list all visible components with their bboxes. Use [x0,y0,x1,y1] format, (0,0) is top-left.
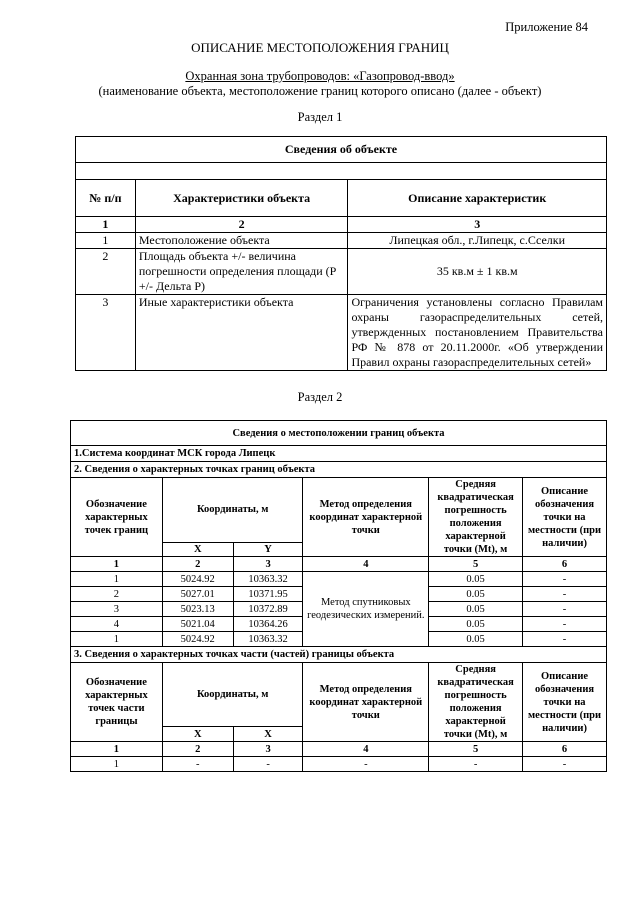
part-point-y: - [233,757,303,772]
table-row [76,233,607,249]
point-x: 5024.92 [162,572,233,587]
point-y: 10371.95 [233,587,303,602]
part-point-number: 1 [71,757,163,772]
part-point-error: - [429,757,523,772]
point-error: 0.05 [429,632,523,647]
col-header-number: № п/п [76,180,136,217]
col-number: 2 [162,557,233,572]
col-number: 1 [71,742,163,757]
col-header-characteristic: Характеристики объекта [135,180,348,217]
col-header-error: Средняя квадратическая погрешность положения характерной точки (Mt), м [429,663,523,742]
point-y: 10363.32 [233,632,303,647]
col-number: 3 [348,217,607,233]
point-x: 5023.13 [162,602,233,617]
section1-label: Раздел 1 [297,110,343,124]
point-error: 0.05 [429,617,523,632]
point-description: - [523,572,607,587]
point-x: 5027.01 [162,587,233,602]
point-number: 1 [71,632,163,647]
point-number: 3 [71,602,163,617]
row-description: Липецкая обл., г.Липецк, с.Сселки [348,233,607,249]
col-header-coords: Координаты, м [162,478,303,543]
table-row [76,295,607,371]
col-number: 5 [429,742,523,757]
col-header-x: X [233,727,303,742]
point-x: 5024.92 [162,632,233,647]
row-number: 3 [76,295,136,371]
col-header-method: Метод определения координат характерной точки [303,663,429,742]
part-point-description: - [523,757,607,772]
table-title: Сведения о местоположении границ объекта [71,421,607,446]
appendix-label: Приложение 84 [505,20,588,34]
coord-system: 1.Система координат МСК города Липецк [71,446,607,462]
point-y: 10364.26 [233,617,303,632]
point-error: 0.05 [429,572,523,587]
col-header-coords: Координаты, м [162,663,303,727]
point-number: 4 [71,617,163,632]
table-spacer [76,163,607,180]
col-number: 3 [233,742,303,757]
point-description: - [523,602,607,617]
point-x: 5021.04 [162,617,233,632]
row-characteristic: Иные характеристики объекта [135,295,348,371]
col-header-description: Описание характеристик [348,180,607,217]
point-description: - [523,587,607,602]
col-header-x: X [162,727,233,742]
point-method: Метод спутниковых геодезических измерений. [303,572,429,647]
col-number: 2 [135,217,348,233]
col-number: 4 [303,742,429,757]
col-header-x: X [162,542,233,556]
row-number: 2 [76,249,136,295]
row-description: 35 кв.м ± 1 кв.м [348,249,607,295]
col-header-method: Метод определения координат характерной точки [303,478,429,557]
col-number: 1 [71,557,163,572]
point-description: - [523,617,607,632]
table-row [76,249,607,295]
col-number: 1 [76,217,136,233]
col-header-part-point: Обозначение характерных точек части границы [71,663,163,742]
point-error: 0.05 [429,587,523,602]
part-section-title: 3. Сведения о характерных точках части (частей) границы объекта [71,647,607,663]
col-number: 4 [303,557,429,572]
col-number: 2 [162,742,233,757]
page-title: ОПИСАНИЕ МЕСТОПОЛОЖЕНИЯ ГРАНИЦ [191,40,449,55]
part-point-x: - [162,757,233,772]
col-number: 3 [233,557,303,572]
row-description: Ограничения установлены согласно Правилам охраны газораспределительных сетей, утвержденных постановлением Правительства РФ № 878 от 20.11.2000г. «Об утверждении Правил охраны газораспределительных сетей» [348,295,607,371]
point-number: 2 [71,587,163,602]
col-header-error: Средняя квадратическая погрешность положения характерной точки (Mt), м [429,478,523,557]
row-characteristic: Площадь объекта +/- величина погрешности определения площади (P +/- Дельта P) [135,249,348,295]
col-number: 6 [523,557,607,572]
col-header-y: Y [233,542,303,556]
object-note: (наименование объекта, местоположение границ которого описано (далее - объект) [98,84,542,98]
col-header-description: Описание обозначения точки на местности (при наличии) [523,663,607,742]
col-header-point: Обозначение характерных точек границ [71,478,163,557]
point-error: 0.05 [429,602,523,617]
table-row [71,572,607,587]
part-point-method: - [303,757,429,772]
row-number: 1 [76,233,136,249]
col-header-description: Описание обозначения точки на местности (при наличии) [523,478,607,557]
points-section-title: 2. Сведения о характерных точках границ объекта [71,462,607,478]
table-row [71,757,607,772]
point-y: 10372.89 [233,602,303,617]
object-name: Охранная зона трубопроводов: «Газопровод-ввод» [185,69,455,83]
point-description: - [523,632,607,647]
section2-label: Раздел 2 [297,390,343,404]
table-title: Сведения об объекте [76,137,607,163]
boundary-table [70,420,607,772]
col-number: 5 [429,557,523,572]
object-info-table [75,136,607,371]
col-number: 6 [523,742,607,757]
point-y: 10363.32 [233,572,303,587]
point-number: 1 [71,572,163,587]
row-characteristic: Местоположение объекта [135,233,348,249]
